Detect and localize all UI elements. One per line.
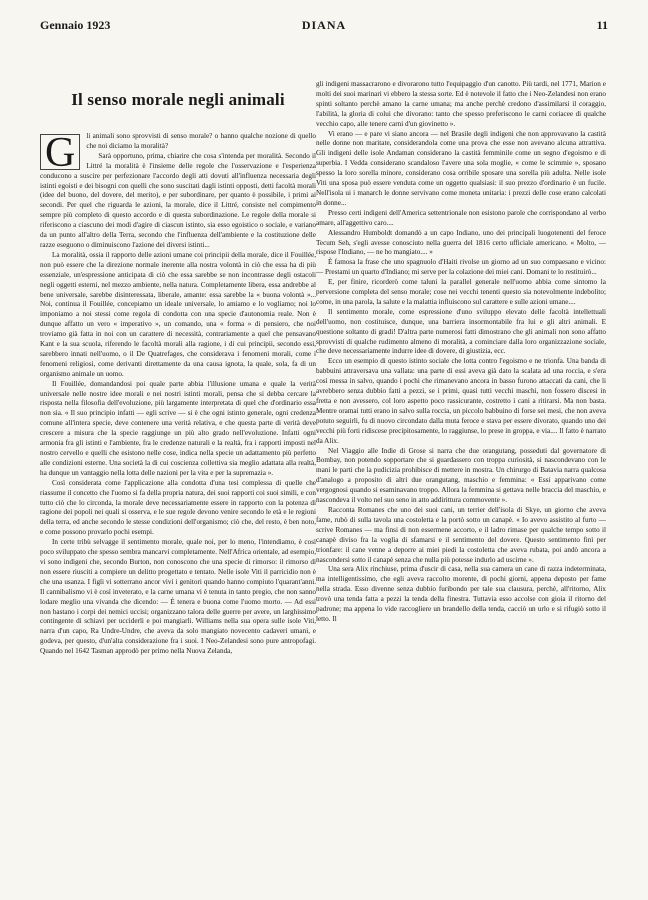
paragraph: È famosa la frase che uno spagnuolo d'Haiti rivolse un giorno ad un suo compaesano e vicino: — Prestami un quarto d'Indiano; mi serve per la colazione dei miei cani. Domani te lo restituirò... bbox=[316, 258, 606, 277]
header-page-number: 11 bbox=[596, 18, 608, 32]
paragraph: Sarà opportuno, prima, chiarire che cosa s'intenda per moralità. Secondo il Littré la moralità è l'insieme delle regole che l'osservazione e l'esperienza conducono a suscire per perfezionare l'accordo degli atti dovuti all'influenza necessaria degli istinti egoisti e dei bisogni con quelli che sono suscitati dagli istinti opposti, detti facoltà morali (idee del buono, del dovere, del merito), e per subordinare, per quanto è possibile, i primi ai secondi. Per quel che riguarda le azioni, la morale, dice il Littré, consiste nel compimento sempre più completo di questo accordo e di questa subordinazione. Le regole della morale si riferiscono a ciascuno dei modi d'agire di ciascun istinto, sia esso egoistico o sociale, e variano da un punto all'altro della Terra, secondo che l'influenza dell'ambiente e la costituzione delle razze eseguono o diminuiscono l'azione dei diversi istinti... bbox=[40, 151, 316, 249]
paragraph: Nel Viaggio alle Indie di Grose si narra che due orangutang, posseduti dal governatore di Bombay, non potendo sopportare che si guardassero con troppa curiosità, si nascondevano con le mani le parti che la pudicizia prohibisce di mettere in mostra. Un chirurgo di Batavia narra qualcosa d'analogo a proposito di altri due orangutang, maschio e femmina: « Essi apparivano come vergognosi quando si esaminavano troppo. Allora la femmina si gettava nelle braccia del maschio, e nascondeva il volto nel suo seno in atto addirittura commovente ». bbox=[316, 446, 606, 505]
paragraph: Così considerata come l'applicazione alla condotta d'una tesi complessa di quelle che riassume il concetto che l'uomo si fa della propria natura, dei suoi rapporti coi suoi simili, e con tutto ciò che lo circonda, la morale deve necessariamente essere in rapporto con la potenza di ragione dei popoli nei quali si osserva, e le sue regole devono venire secondo le età e le regioni della terra, ed anche secondo le stesse condizioni dell'organismo; ciò che, del resto, è ben noto, e come possono provarlo pochi esempi. bbox=[40, 478, 316, 537]
paragraph: Il sentimento morale, come espressione d'uno sviluppo elevato delle facoltà intellettuali dell'uomo, non costituisce, dunque, una barriera insormontabile fra lui e gli altri animali. E questione soltanto di gradi! D'altra parte numerosi fatti dimostrano che gli animali non sono affatto sprovvisti di qualche rudimento almeno di moralità, a cominciare dalla loro organizzazione sociale, che deve necessariamente indurre idee di dovere, di giustizia, ecc. bbox=[316, 307, 606, 356]
paragraph: Una sera Alix rinchiuse, prima d'uscir di casa, nella sua camera un cane di razza indeterminata, ma intelligentissimo, che egli aveva raccolto morente, di pochi giorni, appena deposto per fame nella strada. Esso divenne senza dubbio furibondo per tale sua clausura, perchè, all'ritorno, Alix trovò una tenda fatta a pezzi la tenda della finestra. Tuttavia esso accolse con gioia il ritorno del padrone; ma appena lo vide raccogliere un brandello della tenda, cacciò un urlo e si rifugiò sotto il letto. Il bbox=[316, 565, 606, 623]
paragraph: La moralità, ossia il rapporto delle azioni umane coi principii della morale, dice il Fouillée, non può essere che la direzione normale inerente alla nostra volontà in ciò che essa ha di più essenziale, un'espressione anticipata di ciò che essa sarebbe se non incontrasse degli ostacoli negli oggetti esterni, nel mezzo ambiente, nella natura. Completamente libera, essa andrebbe al bene universale, sarebbe disinteressata, liberale, amante: essa sarebbe la « buona volontà »... Noi, continua il Fouillée, concepiamo un ideale universale, lo amiamo e lo vogliamo; noi lo imponiamo a noi stessi come regola di condotta con una specie d'autonomia reale. Non è dunque affatto un vero « imperativo », un comando, una « forma » di pensiero, che noi troviamo già fatta in noi con un carattere di necessità, contrariamente a quel che pensavano Kant e la sua scuola, riferendo le facoltà morali alla ragione, i di cui principii, secondo essi, sarebbero innati nell'uomo, o il De Quatrefages, che considerava i fenomeni morali, come i fenomeni religiosi, come derivanti direttamente da una causa ignota, la quale, sola, fa di un organismo animale un uomo. bbox=[40, 250, 316, 378]
drop-cap: G bbox=[40, 134, 80, 170]
paragraph: gli indigeni massacrarono e divorarono tutto l'equipaggio d'un canotto. Più tardi, nel 1771, Marion e molti dei suoi marinari vi ebbero la stessa sorte. Ed è notevole il fatto che i Neo-Zelandesi non erano spinti soltanto perchè amano la carne umana; ma anche perchè credono d'assimilarsi il coraggio, l'abilità, la gloria di colui che divorano: tanto che spesso preferiscono le carni coriacee di qualche vecchio capo, alle tenere carni d'un giovinetto ». bbox=[316, 80, 606, 128]
paragraph: Vi erano — e pare vi siano ancora — nel Brasile degli indigeni che non approvavano la castità nelle donne non maritate, considerandola come una prova che esse non avevano alcuna attrattiva. Gli indigeni delle isole Andaman considerano la castità femminile come un segno d'egoismo e di superbia. I Vedda considerano scandaloso l'avere una sola moglie, « come le scimmie », sposano spesso la loro sorella minore, considerano cosa orribile sposare una sorella più adulta. Nelle isole Viti una sposa può essere venduta come un oggetto qualsiasi: il suo prezzo d'ordinario è un fucile. Nell'isola ui i manarch le donne servivano come moneta unitaria: i prezzi delle cose erano calcolati in donne... bbox=[316, 129, 606, 207]
paragraph bbox=[40, 130, 316, 176]
header-date: Gennaio 1923 bbox=[40, 18, 111, 32]
paragraph: In certe tribù selvagge il sentimento morale, quale noi, per lo meno, l'intendiamo, è così poco sviluppato che spesso sembra mancarvi completamente. Nell'Africa orientale, ad esempio, vi sono indigeni che, secondo Burton, non conoscono che una specie di rimorso: il rimorso di non essere riusciti a compiere un delitto progettato e tentato. Nelle isole Viti il parricidio non è che una usanza. I figli vi sotterrano ancor vivi i genitori quando hanno compiuto l'quarant'anni. Il cannibalismo vi è così inveterato, e la carne umana vi è tenuta in tanto pregio, che non sanno lodare meglio una vivanda che dicendo: — È tenera e buona come l'uomo morto. — Ad essi non bastano i corpi dei nemici uccisi; organizzano talora delle guerre per avere, un larghissimo contingente di schiavi per ucciderli e poi mangiarli. Williams nella sua opera sulle isole Viti, narra d'un capo, Ra Undre-Undre, che aveva da solo mangiato novecento cadaveri umani, e godeva, per questo, d'un'alta considerazione fra i suoi. I Neo-Zelandesi sono pure antropofagi. Quando nel 1642 Tasman approdò per primo nella Nuova Zelanda, bbox=[40, 538, 316, 656]
paragraph-text: li animali sono sprovvisti di senso morale? o hanno qualche nozione di quello che noi diciamo la moralità? bbox=[86, 132, 316, 150]
paragraph: Ecco un esempio di questo istinto sociale che lotta contro l'egoismo e ne trionfa. Una banda di babbuini attraversava una vallata: una parte di essi aveva già dato la scalata ad una roccia, e s'era così messa in salvo, quando i pochi che rimanevano ancora in basso furono attaccati da cani, che li avrebbero senza dubbio fatti a pezzi, se i primi, quasi tutti vecchi maschi, non fossero discesi in fretta e non avessero, col loro aspetto poco rassicurante, costretto i cani a ritirarsi. Ma non basta. Mentre oramai tutti erano in salvo sulla roccia, un piccolo babbuino di forse sei mesi, che non aveva potuto seguirli, fu di nuovo circondato dalla muta feroce e stava per essere divorato, quando uno dei vecchi più forti ridiscese precipitosamente, lo raggiunse, lo prese in groppa, e via.... Il fatto è narrato da Alix. bbox=[316, 357, 606, 445]
left-column bbox=[40, 132, 316, 657]
paragraph: Il Fouillée, domandandosi poi quale parte abbia l'illusione umana e quale la verità universale nelle nostre idee morali e nei nostri istinti morali, pensa che si debba cercare la risposta nella filosofia dell'evoluzione, più largamente interpretata di quel che d'ordinario essa non sia. « Il suo principio infatti — egli scrive — si è che ogni istinto generale, ogni credenza comune all'intera specie, deve contenere una verità relativa, e che questa parte di verità deve crescere a misura che la specie raggiunge un più alto grado nell'evoluzione. Infatti ogni armonia fra gli istinti e l'ambiente, fra le credenze naturali e la realtà, fra i rapporti imposti nel nostro cervello e quelli che esistono nelle cose, indica nella specie un adattamento più perfetto alle condizioni esterne. Una società la di cui coscienza collettiva sia meglio adattata alla realtà, ha dunque un vantaggio nella lotta delle nazioni per la vita e per la supremazia ». bbox=[40, 379, 316, 477]
right-column bbox=[316, 80, 606, 625]
paragraph: Alessandro Humboldt domandò a un capo Indiano, uno dei principali luogotenenti del feroce Tecum Seh, s'egli avesse conosciuto nella guerra del 1816 certo ufficiale americano. « Molto, — rispose l'Indiano, — ne ho mangiato.... » bbox=[316, 228, 606, 257]
paragraph: Presso certi indigeni dell'America settentrionale non esistono parole che corrispondano al verbo amare, all'aggettivo caro.... bbox=[316, 208, 606, 227]
paragraph: E, per finire, ricorderò come taluni la parallel generale nell'uomo abbia come sintomo la perversione completa del senso morale; cose nei vecchi tenenti questo sia notevolmente indebolito; come, in una parola, la salute e la malattia influiscono sul carattere e sulle azioni umane.... bbox=[316, 278, 606, 306]
header-journal-title: DIANA bbox=[301, 18, 347, 32]
article-title: Il senso morale negli animali bbox=[71, 90, 285, 109]
page-header bbox=[40, 18, 608, 34]
paragraph: Racconta Romanes che uno dei suoi cani, un terrier dell'isola di Skye, un giorno che aveva fame, rubò di sulla tavola una costoletta e la portò sotto un canapè. « Io avevo assistito al furto — scrive Romanes — ma finsi di non essermene accorto, e il ladro rimase per qualche tempo sotto il canapè diviso fra la voglia di sfamarsi e il sentimento del dovere. Questo sentimento finì per trionfare: il cane venne a deporre ai miei piedi la costoletta che aveva rubata, poi andò ancora a nascondersi sotto il canapè senza che nulla più potesse indurlo ad uscirne ». bbox=[316, 505, 606, 564]
